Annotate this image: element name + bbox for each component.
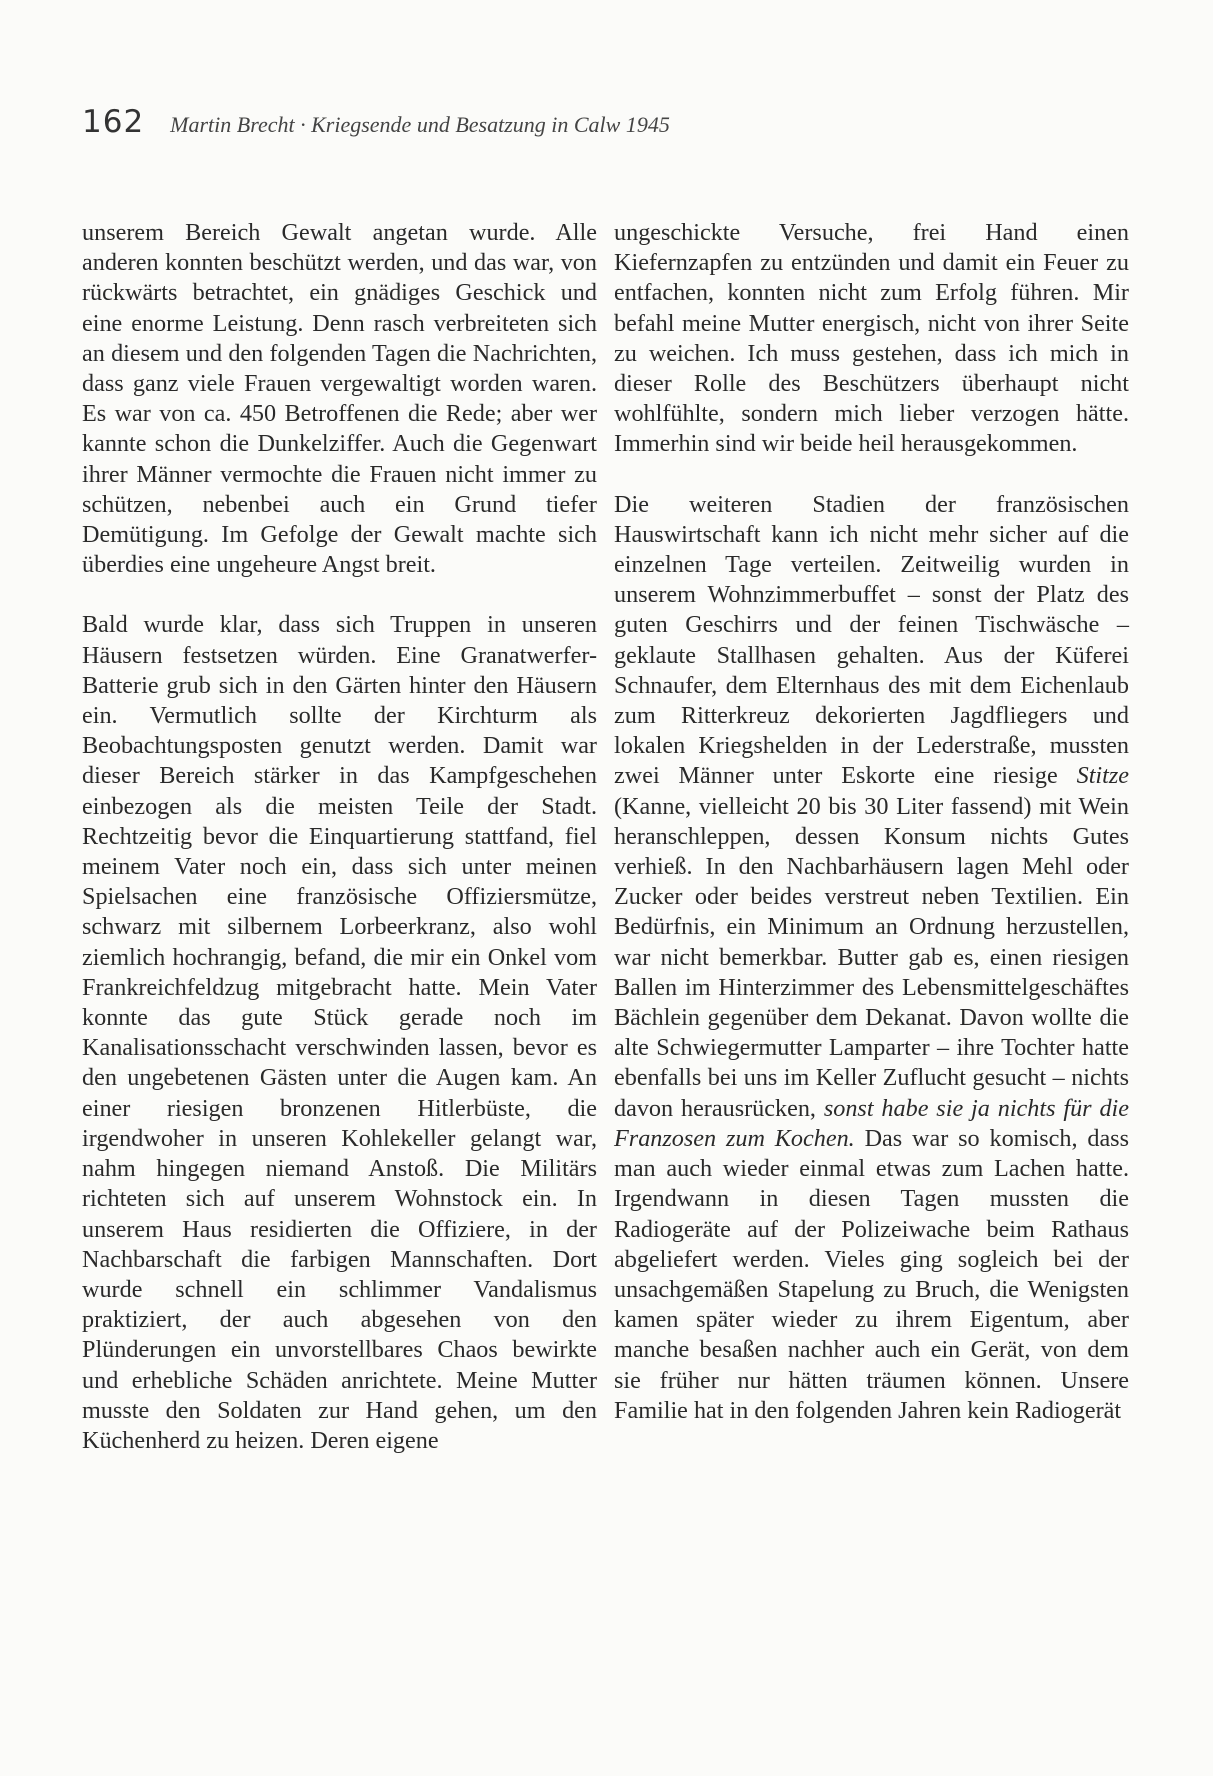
right-paragraph-2 (614, 490, 1129, 1426)
right-paragraph-2-part-b: (Kanne, vielleicht 20 bis 30 Liter fassend) mit Wein heranschleppen, dessen Konsum nichts Gutes verhieß. In den Nachbarhäusern lagen Mehl oder Zucker oder beides verstreut neben Textilien. Ein Bedürfnis, ein Minimum an Ordnung herzustellen, war nicht bemerkbar. Butter gab es, einen riesigen Ballen im Hinterzimmer des Lebensmittelgeschäftes Bächlein gegenüber dem Dekanat. Davon wollte die alte Schwiegermutter Lamparter – ihre Tochter hatte ebenfalls bei uns im Keller Zuflucht gesucht – nichts davon herausrücken, (614, 792, 1129, 1122)
right-column (614, 218, 1129, 1426)
page-number: 162 (82, 104, 145, 140)
left-paragraph-1: unserem Bereich Gewalt angetan wurde. Alle anderen konnten beschützt werden, und das war, von rückwärts betrachtet, ein gnädiges Geschick und eine enorme Leistung. Denn rasch verbreiteten sich an diesem und den folgenden Tagen die Nachrichten, dass ganz viele Frauen vergewaltigt worden waren. Es war von ca. 450 Betroffenen die Rede; aber wer kannte schon die Dunkelziffer. Auch die Gegenwart ihrer Männer vermochte die Frauen nicht immer zu schützen, nebenbei auch ein Grund tiefer Demütigung. Im Gefolge der Gewalt machte sich überdies eine ungeheure Angst breit. (82, 219, 597, 579)
page-header (82, 104, 1132, 148)
left-column (82, 218, 597, 1456)
right-paragraph-1: ungeschickte Versuche, frei Hand einen Kiefernzapfen zu entzünden und damit ein Feuer zu entfachen, konnten nicht zum Erfolg führen. Mir befahl meine Mutter energisch, nicht von ihrer Seite zu weichen. Ich muss gestehen, dass ich mich in dieser Rolle des Beschützers überhaupt nicht wohlfühlte, sondern mich lieber verzogen hätte. Immerhin sind wir beide heil herausgekommen. (614, 219, 1129, 458)
italic-term-stitze: Stitze (1076, 762, 1129, 790)
left-paragraph-2: Bald wurde klar, dass sich Truppen in unseren Häusern festsetzen würden. Eine Granatwerfer-Batterie grub sich in den Gärten hinter den Häusern ein. Vermutlich sollte der Kirchturm als Beobachtungsposten genutzt werden. Damit war dieser Bereich stärker in das Kampfgeschehen einbezogen als die meisten Teile der Stadt. Rechtzeitig bevor die Einquartierung stattfand, fiel meinem Vater noch ein, dass sich unter meinen Spielsachen eine französische Offiziersmütze, schwarz mit silbernem Lorbeerkranz, also wohl ziemlich hochrangig, befand, die mir ein Onkel vom Frankreichfeldzug mitgebracht hatte. Mein Vater konnte das gute Stück gerade noch im Kanalisationsschacht verschwinden lassen, bevor es den ungebetenen Gästen unter die Augen kam. An einer riesigen bronzenen Hitlerbüste, die irgendwoher in unseren Kohlekeller gelangt war, nahm hingegen niemand Anstoß. Die Militärs richteten sich auf unserem Wohnstock ein. In unserem Haus residierten die Offiziere, in der Nachbarschaft die farbigen Mannschaften. Dort wurde schnell ein schlimmer Vandalismus praktiziert, der auch abgesehen von den Plünderungen ein unvorstellbares Chaos bewirkte und erhebliche Schäden anrichtete. Meine Mutter musste den Soldaten zur Hand gehen, um den Küchenherd zu heizen. Deren eigene (82, 611, 597, 1454)
italic-quote: sonst habe sie ja nichts für die Franzosen zum Kochen. (614, 1094, 1130, 1152)
right-paragraph-2-part-a: Die weiteren Stadien der französischen Hauswirtschaft kann ich nicht mehr sicher auf die einzelnen Tage verteilen. Zeitweilig wurden in unserem Wohnzimmerbuffet – sonst der Platz des guten Geschirrs und der feinen Tischwäsche – geklaute Stallhasen gehalten. Aus der Küferei Schnaufer, dem Elternhaus des mit dem Eichenlaub zum Ritterkreuz dekorierten Jagdfliegers und lokalen Kriegshelden in der Lederstraße, mussten zwei Männer unter Eskorte eine riesige (614, 490, 1129, 790)
running-head: Martin Brecht · Kriegsende und Besatzung in Calw 1945 (170, 112, 670, 137)
right-paragraph-2-part-c: Das war so komisch, dass man auch wieder einmal etwas zum Lachen hatte. Irgendwann in diesen Tagen mussten die Radiogeräte auf der Polizeiwache beim Rathaus abgeliefert werden. Vieles ging sogleich bei der unsachgemäßen Stapelung zu Bruch, die Wenigsten kamen später wieder zu ihrem Eigentum, aber manche besaßen nachher auch ein Gerät, von dem sie früher nur hätten träumen können. Unsere Familie hat in den folgenden Jahren kein Radiogerät (614, 1124, 1130, 1424)
